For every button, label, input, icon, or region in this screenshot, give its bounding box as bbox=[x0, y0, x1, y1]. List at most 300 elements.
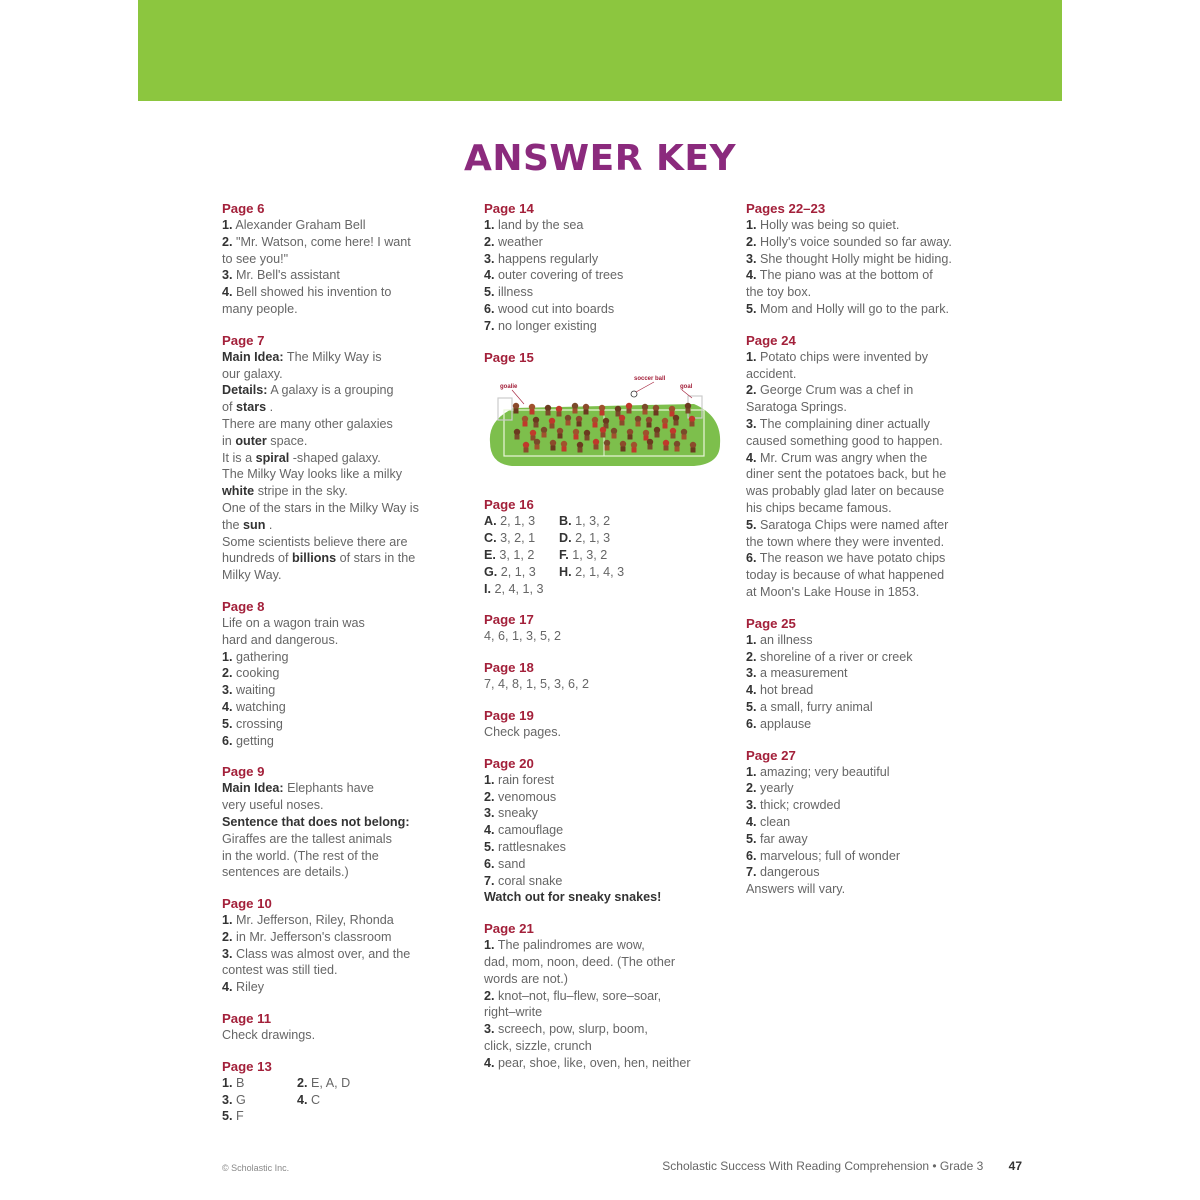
item-number: 2. bbox=[484, 789, 495, 804]
item-number: 4. bbox=[484, 1055, 495, 1070]
section-heading: Page 14 bbox=[484, 201, 534, 216]
answer-text: getting bbox=[236, 733, 274, 748]
item-number: 7. bbox=[484, 873, 495, 888]
answer-text: knot–not, flu–flew, sore–soar, bbox=[498, 988, 662, 1003]
answer-line bbox=[484, 1021, 724, 1038]
answer-text: amazing; very beautiful bbox=[760, 764, 890, 779]
answer-line bbox=[222, 615, 444, 632]
answer-line bbox=[222, 301, 444, 318]
player-body bbox=[663, 423, 668, 428]
answer-cell bbox=[484, 513, 559, 530]
answer-cell bbox=[222, 1075, 297, 1092]
answer-text: to see you!" bbox=[222, 251, 289, 266]
answer-row bbox=[222, 1075, 444, 1092]
item-number: 6. bbox=[484, 301, 495, 316]
player-figure bbox=[603, 417, 609, 423]
answer-text: The reason we have potato chips bbox=[759, 551, 946, 566]
answer-cell bbox=[559, 530, 610, 547]
answer-text: Some scientists believe there are bbox=[222, 534, 408, 549]
answer-cell bbox=[484, 564, 559, 581]
answer-line bbox=[222, 831, 444, 848]
answer-row bbox=[222, 1092, 444, 1109]
answer-text: of stars in the bbox=[339, 551, 416, 566]
item-number: 4. bbox=[746, 450, 757, 465]
item-number: 4. bbox=[222, 699, 233, 714]
bold-word: spiral bbox=[255, 450, 290, 465]
answer-line bbox=[222, 665, 444, 682]
player-body bbox=[566, 420, 571, 425]
player-body bbox=[654, 410, 659, 415]
item-number: F. bbox=[559, 547, 569, 562]
answer-text: an illness bbox=[760, 632, 813, 647]
answer-text: illness bbox=[498, 285, 534, 300]
answer-text: 1, 3, 2 bbox=[572, 547, 608, 562]
answer-line bbox=[484, 988, 724, 1005]
player-body bbox=[647, 422, 652, 427]
section-heading: Page 13 bbox=[222, 1058, 272, 1074]
player-body bbox=[675, 446, 680, 451]
item-number: 2. bbox=[222, 666, 233, 681]
book-title: Scholastic Success With Reading Comprehension • Grade 3 bbox=[662, 1159, 984, 1173]
answer-text: yearly bbox=[760, 781, 794, 796]
answer-text: sneaky bbox=[498, 806, 538, 821]
answer-text: One of the stars in the Milky Way is bbox=[222, 500, 419, 515]
player-figure bbox=[541, 426, 547, 432]
item-number: 2. bbox=[484, 988, 495, 1003]
answer-line bbox=[484, 217, 724, 234]
answer-line bbox=[746, 517, 986, 534]
item-number: A. bbox=[484, 514, 497, 529]
answer-text: weather bbox=[498, 234, 543, 249]
answer-line bbox=[484, 889, 724, 906]
answer-text: venomous bbox=[498, 789, 557, 804]
label-pointer bbox=[682, 390, 692, 398]
answer-text: 2, 1, 4, 3 bbox=[575, 564, 625, 579]
player-body bbox=[550, 423, 555, 428]
player-body bbox=[524, 447, 529, 452]
answer-line bbox=[484, 822, 724, 839]
answer-text: screech, pow, slurp, boom, bbox=[498, 1022, 648, 1037]
player-body bbox=[690, 421, 695, 426]
answer-text: "Mr. Watson, come here! I want bbox=[236, 234, 411, 249]
answer-text: The Milky Way looks like a milky bbox=[222, 467, 403, 482]
answer-text: Giraffes are the tallest animals bbox=[222, 831, 392, 846]
answer-text: The complaining diner actually bbox=[759, 416, 930, 431]
answer-text: B bbox=[236, 1075, 245, 1090]
section-heading: Page 8 bbox=[222, 598, 265, 614]
answer-text: Check pages. bbox=[484, 724, 562, 739]
answer-line bbox=[222, 962, 444, 979]
player-body bbox=[542, 432, 547, 437]
item-number: 5. bbox=[484, 839, 495, 854]
player-body bbox=[562, 446, 567, 451]
answer-text: C bbox=[311, 1092, 321, 1107]
answer-cell bbox=[559, 513, 610, 530]
answer-line bbox=[222, 682, 444, 699]
answer-text: pear, shoe, like, oven, hen, neither bbox=[498, 1055, 691, 1070]
item-number: 7. bbox=[484, 318, 495, 333]
player-figure bbox=[583, 403, 589, 409]
player-figure bbox=[685, 402, 691, 408]
answer-text: 2, 4, 1, 3 bbox=[494, 581, 544, 596]
answer-line bbox=[746, 534, 986, 551]
answer-line bbox=[222, 632, 444, 649]
label-pointer bbox=[636, 382, 654, 392]
bold-label: white bbox=[222, 484, 255, 499]
answer-text: no longer existing bbox=[498, 318, 597, 333]
answer-text: G bbox=[236, 1092, 246, 1107]
answer-line bbox=[746, 814, 986, 831]
player-body bbox=[636, 421, 641, 426]
answer-text: Check drawings. bbox=[222, 1028, 316, 1043]
item-number: 6. bbox=[222, 733, 233, 748]
answer-section bbox=[484, 659, 724, 693]
answer-section bbox=[746, 615, 986, 733]
answer-text: watching bbox=[236, 699, 286, 714]
answer-text: hundreds of bbox=[222, 551, 289, 566]
answer-section bbox=[222, 598, 444, 749]
player-figure bbox=[689, 415, 695, 421]
player-figure bbox=[643, 429, 649, 435]
copyright-notice: © Scholastic Inc. bbox=[222, 1163, 290, 1173]
item-number: 2. bbox=[297, 1075, 308, 1090]
player-figure bbox=[592, 416, 598, 422]
answer-text: -shaped galaxy. bbox=[292, 450, 381, 465]
answer-text: outer covering of trees bbox=[498, 268, 624, 283]
item-number: 1. bbox=[746, 218, 757, 232]
player-figure bbox=[615, 405, 621, 411]
player-body bbox=[655, 432, 660, 437]
answer-line bbox=[222, 699, 444, 716]
answer-row bbox=[484, 581, 724, 598]
answer-cell bbox=[559, 564, 624, 581]
answer-text: the town where they were invented. bbox=[746, 534, 945, 549]
section-heading: Page 7 bbox=[222, 332, 265, 348]
player-figure bbox=[572, 402, 578, 408]
answer-line bbox=[746, 780, 986, 797]
item-number: 4. bbox=[746, 268, 757, 283]
answer-line bbox=[222, 450, 444, 467]
item-number: B. bbox=[559, 514, 572, 529]
answer-text: Life on a wagon train was bbox=[222, 615, 365, 630]
answer-text: happens regularly bbox=[498, 251, 599, 266]
player-body bbox=[523, 421, 528, 426]
player-figure bbox=[576, 415, 582, 421]
section-heading: Page 9 bbox=[222, 764, 265, 780]
answer-row bbox=[484, 547, 724, 564]
item-number: 5. bbox=[746, 301, 757, 316]
player-figure bbox=[556, 405, 562, 411]
answer-section bbox=[484, 200, 724, 335]
answer-text: caused something good to happen. bbox=[746, 433, 943, 448]
answer-line bbox=[222, 234, 444, 251]
answer-text: . bbox=[268, 517, 273, 532]
player-body bbox=[515, 434, 520, 439]
answer-line bbox=[746, 349, 986, 366]
answer-cell bbox=[297, 1092, 320, 1109]
answer-line bbox=[222, 929, 444, 946]
item-number: 6. bbox=[484, 856, 495, 871]
item-number: 4. bbox=[484, 268, 495, 283]
item-number: H. bbox=[559, 564, 572, 579]
player-figure bbox=[593, 438, 599, 444]
item-number: 1. bbox=[484, 772, 495, 787]
answer-section bbox=[222, 200, 444, 318]
answer-line bbox=[746, 649, 986, 666]
answer-line bbox=[222, 399, 444, 416]
item-number: 5. bbox=[484, 285, 495, 300]
answer-text: a small, furry animal bbox=[760, 699, 873, 714]
answer-text: Mr. Jefferson, Riley, Rhonda bbox=[236, 913, 394, 928]
answer-line bbox=[746, 450, 986, 467]
answer-line bbox=[222, 733, 444, 750]
player-figure bbox=[670, 427, 676, 433]
bold-word: stars bbox=[236, 400, 267, 415]
answer-text: Mr. Crum was angry when the bbox=[760, 450, 928, 465]
answer-text: Answers will vary. bbox=[746, 882, 846, 897]
answer-section bbox=[222, 332, 444, 584]
answer-row bbox=[222, 1108, 444, 1125]
answer-line bbox=[484, 873, 724, 890]
player-body bbox=[574, 434, 579, 439]
answer-text: 4, 6, 1, 3, 5, 2 bbox=[484, 629, 562, 644]
item-number: 3. bbox=[484, 1022, 495, 1037]
player-body bbox=[621, 446, 626, 451]
answer-line bbox=[746, 433, 986, 450]
answer-line bbox=[746, 483, 986, 500]
answer-text: Mom and Holly will go to the park. bbox=[760, 301, 950, 316]
player-figure bbox=[600, 426, 606, 432]
answer-line bbox=[484, 724, 724, 741]
item-number: 7. bbox=[746, 865, 757, 880]
section-heading: Page 17 bbox=[484, 612, 534, 628]
player-figure bbox=[565, 414, 571, 420]
answer-line bbox=[222, 366, 444, 383]
answer-cell bbox=[484, 530, 559, 547]
answer-line bbox=[746, 301, 986, 318]
answer-line bbox=[746, 831, 986, 848]
item-number: 3. bbox=[746, 251, 757, 266]
answer-section bbox=[222, 1058, 444, 1125]
column-1 bbox=[222, 200, 444, 1139]
answer-line bbox=[222, 946, 444, 963]
bold-label: Sentence that does not belong: bbox=[222, 814, 410, 829]
item-number: 1. bbox=[746, 349, 757, 364]
answer-cell bbox=[484, 581, 559, 598]
player-body bbox=[573, 408, 578, 413]
answer-line bbox=[222, 517, 444, 534]
item-number: G. bbox=[484, 564, 498, 579]
answer-section bbox=[222, 1010, 444, 1044]
answer-line bbox=[484, 301, 724, 318]
item-number: C. bbox=[484, 531, 497, 546]
answer-text: rain forest bbox=[498, 772, 555, 787]
player-body bbox=[585, 435, 590, 440]
answer-line bbox=[746, 848, 986, 865]
player-body bbox=[648, 444, 653, 449]
item-number: 3. bbox=[746, 798, 757, 813]
answer-line bbox=[222, 433, 444, 450]
item-number: 3. bbox=[484, 806, 495, 821]
answer-line bbox=[222, 284, 444, 301]
answer-text: Elephants have bbox=[287, 781, 374, 796]
item-number: 5. bbox=[746, 517, 757, 532]
answer-line bbox=[222, 716, 444, 733]
section-heading: Page 18 bbox=[484, 660, 534, 676]
bold-word: outer bbox=[235, 433, 267, 448]
answer-line bbox=[222, 267, 444, 284]
player-figure bbox=[529, 403, 535, 409]
item-number: 2. bbox=[222, 929, 233, 944]
player-body bbox=[593, 422, 598, 427]
answer-text: marvelous; full of wonder bbox=[760, 848, 901, 863]
answer-text: sand bbox=[498, 856, 526, 871]
answer-line bbox=[222, 382, 444, 399]
item-number: E. bbox=[484, 547, 496, 562]
section-heading: Page 20 bbox=[484, 755, 534, 771]
answer-text: A galaxy is a grouping bbox=[270, 383, 394, 398]
answer-line bbox=[746, 797, 986, 814]
player-figure bbox=[635, 415, 641, 421]
player-figure bbox=[514, 428, 520, 434]
player-body bbox=[686, 408, 691, 413]
player-figure bbox=[653, 404, 659, 410]
answer-text: words are not.) bbox=[484, 971, 568, 986]
item-number: 4. bbox=[222, 285, 233, 300]
player-figure bbox=[584, 429, 590, 435]
answer-text: . bbox=[269, 400, 274, 415]
answer-line bbox=[484, 1004, 724, 1021]
player-figure bbox=[662, 417, 668, 423]
bold-word: sun bbox=[243, 517, 266, 532]
answer-line bbox=[484, 772, 724, 789]
item-number: 5. bbox=[746, 699, 757, 714]
answer-text: dad, mom, noon, deed. (The other bbox=[484, 954, 676, 969]
answer-text: very useful noses. bbox=[222, 798, 324, 813]
answer-line bbox=[746, 864, 986, 881]
answer-line bbox=[222, 349, 444, 366]
player-body bbox=[674, 420, 679, 425]
player-body bbox=[534, 422, 539, 427]
answer-text: his chips became famous. bbox=[746, 500, 892, 515]
answer-text: Alexander Graham Bell bbox=[235, 218, 366, 232]
answer-text: space. bbox=[270, 433, 308, 448]
answer-line bbox=[222, 814, 444, 831]
answer-text: Holly's voice sounded so far away. bbox=[760, 234, 952, 249]
answer-text: F bbox=[236, 1109, 244, 1124]
answer-section bbox=[484, 755, 724, 906]
player-figure bbox=[599, 404, 605, 410]
item-number: 3. bbox=[222, 946, 233, 961]
player-figure bbox=[673, 414, 679, 420]
answer-section bbox=[746, 747, 986, 898]
item-number: D. bbox=[559, 531, 572, 546]
answer-text: contest was still tied. bbox=[222, 963, 338, 978]
answer-cell bbox=[297, 1075, 350, 1092]
answer-line bbox=[222, 217, 444, 234]
player-figure bbox=[577, 441, 583, 447]
player-figure bbox=[533, 416, 539, 422]
answer-line bbox=[484, 318, 724, 335]
item-number: 5. bbox=[222, 716, 233, 731]
player-body bbox=[664, 445, 669, 450]
player-figure bbox=[642, 403, 648, 409]
answer-text: crossing bbox=[236, 716, 283, 731]
soccer-field-drawing bbox=[484, 370, 724, 470]
answer-line bbox=[484, 839, 724, 856]
answer-text: a measurement bbox=[760, 666, 848, 681]
player-body bbox=[594, 444, 599, 449]
player-figure bbox=[530, 429, 536, 435]
answer-text: waiting bbox=[236, 683, 276, 698]
player-body bbox=[551, 445, 556, 450]
item-number: 2. bbox=[746, 781, 757, 796]
item-number: 4. bbox=[746, 683, 757, 698]
answer-line bbox=[222, 466, 444, 483]
item-number: 1. bbox=[222, 218, 233, 232]
answer-text: cooking bbox=[236, 666, 280, 681]
item-number: 6. bbox=[746, 551, 757, 566]
answer-text: 3, 1, 2 bbox=[499, 547, 535, 562]
item-number: 3. bbox=[484, 251, 495, 266]
answer-text: E, A, D bbox=[311, 1075, 351, 1090]
answer-cell bbox=[484, 547, 559, 564]
item-number: 1. bbox=[222, 649, 233, 664]
item-number: I. bbox=[484, 581, 491, 596]
answer-row bbox=[484, 513, 724, 530]
answer-line bbox=[484, 789, 724, 806]
answer-line bbox=[746, 682, 986, 699]
bold-label: Details: bbox=[222, 383, 268, 398]
answer-line bbox=[222, 1027, 444, 1044]
bold-label: Watch out for sneaky snakes! bbox=[484, 890, 662, 905]
answer-section bbox=[746, 332, 986, 601]
answer-section bbox=[222, 763, 444, 881]
item-number: 2. bbox=[746, 649, 757, 664]
answer-line bbox=[746, 382, 986, 399]
player-body bbox=[605, 445, 610, 450]
player-body bbox=[643, 409, 648, 414]
player-body bbox=[578, 447, 583, 452]
item-number: 3. bbox=[222, 1092, 233, 1107]
item-number: 4. bbox=[746, 814, 757, 829]
answer-line bbox=[746, 399, 986, 416]
player-body bbox=[530, 409, 535, 414]
answer-text: in the world. (The rest of the bbox=[222, 848, 379, 863]
column-2 bbox=[484, 200, 724, 1086]
item-number: 2. bbox=[484, 234, 495, 249]
section-heading: Page 24 bbox=[746, 332, 796, 348]
answer-line bbox=[484, 1055, 724, 1072]
answer-text: The piano was at the bottom of bbox=[759, 268, 933, 283]
player-body bbox=[601, 432, 606, 437]
answer-line bbox=[222, 500, 444, 517]
section-heading: Page 16 bbox=[484, 497, 534, 513]
answer-line bbox=[222, 416, 444, 433]
player-figure bbox=[681, 428, 687, 434]
answer-text: Riley bbox=[236, 980, 265, 995]
answer-text: was probably glad later on because bbox=[746, 484, 945, 499]
answer-line bbox=[484, 856, 724, 873]
player-body bbox=[612, 433, 617, 438]
section-heading: Page 19 bbox=[484, 707, 534, 723]
answer-row bbox=[484, 530, 724, 547]
player-figure bbox=[545, 404, 551, 410]
answer-section bbox=[484, 349, 724, 483]
bold-word: billions bbox=[292, 551, 337, 566]
answer-line bbox=[746, 500, 986, 517]
player-body bbox=[628, 434, 633, 439]
